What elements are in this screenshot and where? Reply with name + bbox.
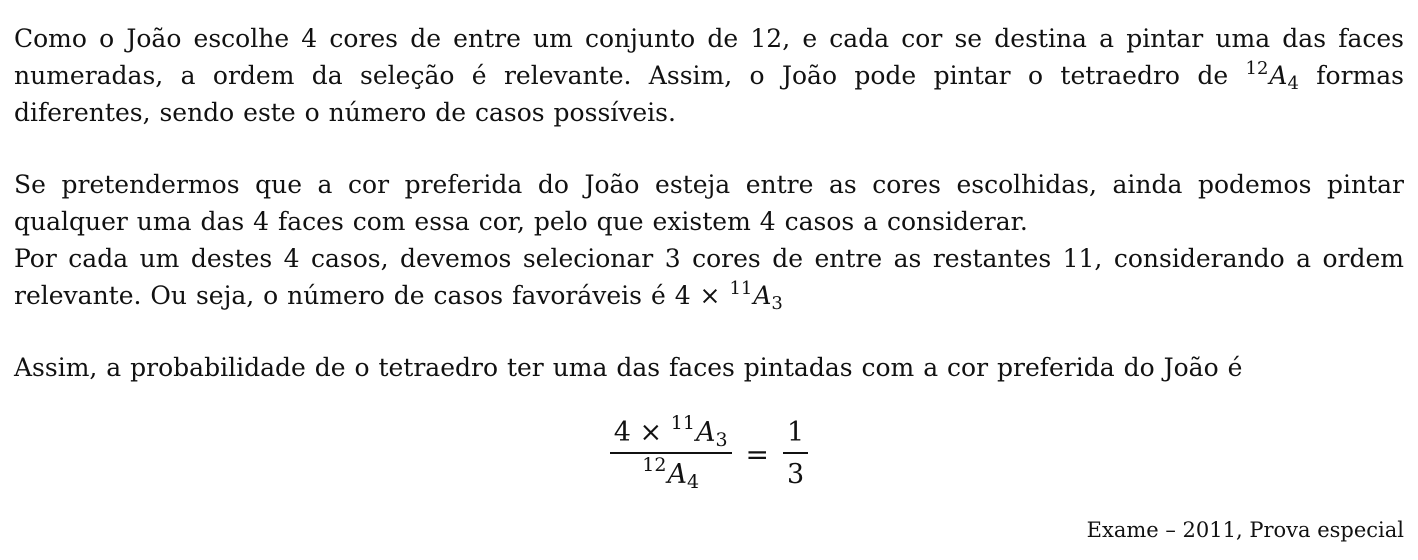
- paragraph-possible-cases: [14, 20, 1404, 131]
- paragraph-1-text-a: Como o João escolhe 4 cores de entre um conjunto de 12, e cada cor se destina a pintar uma das faces numeradas, a ordem da seleção é relevante. Assim, o João pode pintar o tetraedro de: [14, 24, 1404, 90]
- probability-fraction-left: [610, 412, 732, 493]
- arrangements-subscript: 4: [1287, 73, 1299, 94]
- paragraph-2-text-a: Se pretendermos que a cor preferida do João esteja entre as cores escolhidas, ainda podemos pintar qualquer uma das 4 faces com essa cor, pelo que existem 4 casos a considerar.: [14, 170, 1404, 236]
- numerator-symbol: A: [695, 417, 716, 449]
- probability-formula: [0, 414, 1418, 494]
- paragraph-2-text-b: Por cada um destes 4 casos, devemos selecionar 3 cores de entre as restantes 11, considerando a ordem relevante. Ou seja, o número de casos favoráveis é: [14, 244, 1404, 310]
- denominator-subscript: 4: [686, 470, 700, 493]
- favorable-prefix: 4 ×: [674, 281, 730, 310]
- paragraph-favorable-cases: [14, 166, 1404, 314]
- favorable-cases-expression: [674, 278, 783, 314]
- paragraph-1-text-b: formas diferentes, sendo este o número de casos possíveis.: [14, 61, 1404, 127]
- fraction-right-denominator: 3: [787, 458, 805, 490]
- numerator-prefix: 4 ×: [613, 417, 671, 449]
- probability-fraction-right: [783, 415, 808, 493]
- favorable-superscript: 11: [729, 278, 753, 299]
- favorable-symbol: A: [753, 281, 772, 310]
- favorable-subscript: 3: [771, 293, 783, 314]
- equals-sign: =: [745, 437, 770, 471]
- numerator-subscript: 3: [715, 429, 728, 452]
- paragraph-probability-intro: [14, 349, 1404, 386]
- paragraph-2-line-b: [14, 240, 1404, 314]
- fraction-left-numerator: [610, 412, 732, 452]
- fraction-right-numerator: 1: [787, 417, 805, 449]
- arrangements-12-4: [1245, 58, 1299, 94]
- denominator-symbol: A: [667, 458, 687, 490]
- fraction-left-denominator: [638, 453, 703, 493]
- arrangements-symbol: A: [1269, 61, 1288, 90]
- exam-source: Exame – 2011, Prova especial: [1086, 518, 1404, 542]
- fraction-left-bar: [610, 452, 732, 454]
- paragraph-3-text: Assim, a probabilidade de o tetraedro ter uma das faces pintadas com a cor preferida do João é: [14, 353, 1243, 382]
- arrangements-total-superscript: 12: [1245, 58, 1269, 79]
- numerator-superscript: 11: [670, 412, 695, 435]
- denominator-superscript: 12: [642, 453, 667, 476]
- fraction-right-bar: [783, 452, 808, 454]
